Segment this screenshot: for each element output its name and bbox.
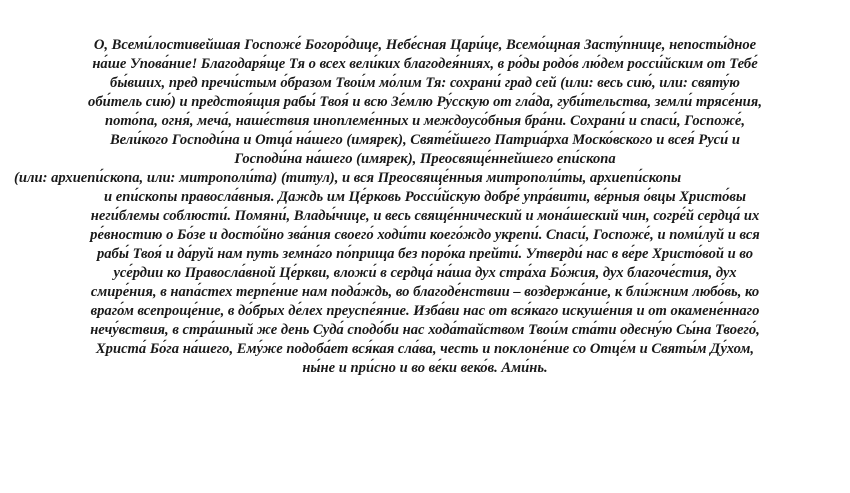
prayer-line: О, Всеми́лостивейшая Госпоже́ Богоро́дице, Небе́сная Цари́це, Всемо́щная Засту́пнице, непосты́дное bbox=[93, 37, 757, 53]
prayer-line: ны́не и при́сно и во ве́ки веко́в. Ами́нь. bbox=[302, 360, 548, 376]
prayer-line: Господи́на на́шего (имярек), Преосвяще́ннейшего епи́скопа bbox=[234, 151, 616, 167]
prayer-line: враго́м всепроще́ние, в до́брых де́лех преуспе́яние. Изба́ви нас от вся́каго искуше́ния и от окамене́ннаго bbox=[90, 303, 760, 319]
prayer-line: Христа́ Бо́га на́шего, Ему́же подоба́ет вся́кая сла́ва, честь и поклоне́ние со Отце́м и Святы́м Ду́хом, bbox=[95, 341, 755, 357]
prayer-line: смире́ния, в напа́стех терпе́ние нам пода́ждь, во благоде́нствии – воздержа́ние, к бли́жним любо́вь, ко bbox=[90, 284, 760, 300]
prayer-line: усе́рдии ко Правосла́вной Це́ркви, вложи́ в сердца́ на́ша дух стра́ха Бо́жия, дух благоче́стия, дух bbox=[113, 265, 737, 281]
prayer-line: на́ше Упова́ние! Благодаря́ще Тя о всех вели́ких благодея́ниях, в ро́ды родо́в лю́дем росси́йским от Тебе́ bbox=[92, 56, 758, 72]
prayer-text bbox=[14, 36, 836, 378]
prayer-line: оби́тель сию́) и предстоя́щия рабы́ Твоя́ и всю Зе́млю Ру́сскую от гла́да, губи́тельства, земли́ трясе́ния, bbox=[88, 94, 762, 110]
prayer-line: неги́блемы соблюсти́. Помяни́, Влады́чице, и весь свяще́ннический и мона́шеский чин, согре́й сердца́ их bbox=[90, 208, 760, 224]
prayer-line: бы́вших, пред пречи́стым о́бразом Твои́м мо́лим Тя: сохрани́ град сей (или: весь сию́, или: святу́ю bbox=[110, 75, 740, 91]
prayer-line: пото́па, огня́, меча́, наше́ствия иноплеме́нных и междоусо́бныя бра́ни. Сохрани́ и спаси́, Госпоже́, bbox=[104, 113, 745, 129]
prayer-line: нечу́вствия, в стра́шный же день Суда́ сподо́би нас хода́тайством Твои́м ста́ти одесну́ю Сы́на Твоего́, bbox=[90, 322, 760, 338]
prayer-line: (или: архиепи́скопа, или: митрополи́та) (титул), и вся Преосвяще́нныя митрополи́ты, архиепи́скопы bbox=[14, 170, 682, 186]
prayer-line: Вели́кого Господи́на и Отца́ на́шего (имярек), Святе́йшего Патриа́рха Моско́вского и всея́ Руси́ и bbox=[109, 132, 741, 148]
prayer-line: и епи́скопы правосла́вныя. Даждь им Це́рковь Росси́йскую добре́ упра́вити, ве́рныя о́вцы Христо́вы bbox=[103, 189, 747, 205]
prayer-line: ре́вностию о Бо́зе и досто́йно зва́ния своего́ ходи́ти коего́ждо укрепи́. Спаси́, Госпоже́, и поми́луй и вся bbox=[90, 227, 760, 243]
prayer-line: рабы́ Твоя́ и да́руй нам путь земна́го по́прища без поро́ка прейти́. Утверди́ нас в ве́ре Христо́вой и во bbox=[96, 246, 754, 262]
